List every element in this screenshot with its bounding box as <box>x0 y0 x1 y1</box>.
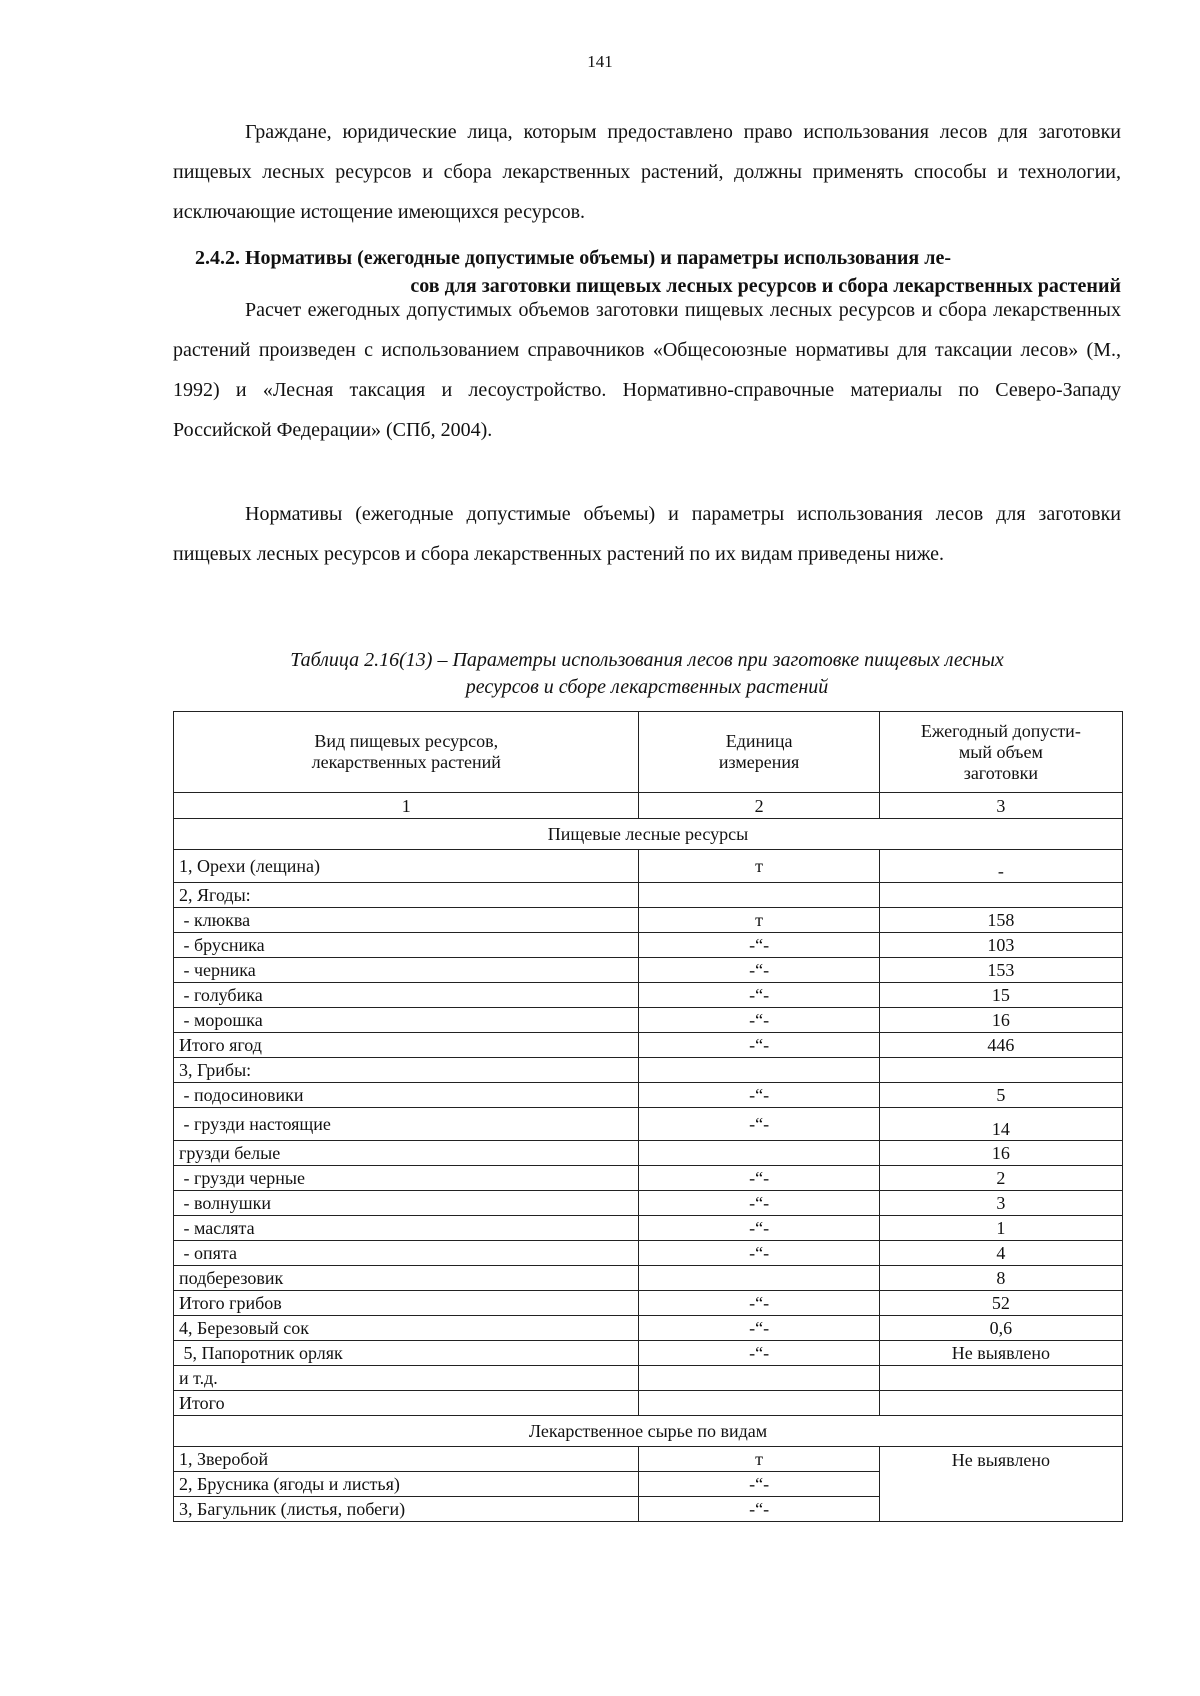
unit-cell: -“- <box>639 1216 879 1241</box>
unit-cell: -“- <box>639 1166 879 1191</box>
unit-cell: -“- <box>639 1083 879 1108</box>
unit-cell <box>639 1391 879 1416</box>
table-row <box>174 1316 1123 1341</box>
unit-cell <box>639 1058 879 1083</box>
unit-cell: т <box>639 1447 879 1472</box>
resource-name-cell: Итого ягод <box>174 1033 639 1058</box>
resource-name-cell: - маслята <box>174 1216 639 1241</box>
caption-line-2: ресурсов и сборе лекарственных растений <box>465 676 829 698</box>
caption-line-1: Таблица 2.16(13) – Параметры использования лесов при заготовке пищевых лесных <box>290 649 1004 671</box>
heading-line-1: 2.4.2. Нормативы (ежегодные допустимые объемы) и параметры использования ле- <box>195 247 951 269</box>
volume-cell: 103 <box>879 933 1122 958</box>
column-number: 2 <box>639 793 879 819</box>
section-title-food: Пищевые лесные ресурсы <box>174 819 1123 850</box>
resource-name-cell: - клюква <box>174 908 639 933</box>
header-col1-line1: Вид пищевых ресурсов, <box>314 731 499 751</box>
unit-cell <box>639 883 879 908</box>
column-number: 3 <box>879 793 1122 819</box>
table-row <box>174 1033 1123 1058</box>
resource-name-cell: 1, Орехи (лещина) <box>174 850 639 883</box>
unit-cell: -“- <box>639 1191 879 1216</box>
section-title-medicinal: Лекарственное сырье по видам <box>174 1416 1123 1447</box>
unit-cell: -“- <box>639 1472 879 1497</box>
header-col3-line2: мый объем <box>958 741 1043 762</box>
volume-cell: 1 <box>879 1216 1122 1241</box>
table-row <box>174 933 1123 958</box>
header-col2-line2: измерения <box>718 752 800 772</box>
header-unit <box>639 712 879 793</box>
table-row <box>174 1083 1123 1108</box>
volume-cell: 153 <box>879 958 1122 983</box>
table-row <box>174 1341 1123 1366</box>
unit-cell: -“- <box>639 1316 879 1341</box>
volume-cell: 4 <box>879 1241 1122 1266</box>
resource-name-cell: Итого <box>174 1391 639 1416</box>
unit-cell: -“- <box>639 933 879 958</box>
table-row <box>174 1008 1123 1033</box>
table-row <box>174 1266 1123 1291</box>
table-row <box>174 1366 1123 1391</box>
unit-cell: -“- <box>639 1341 879 1366</box>
header-col3-line1: Ежегодный допусти- <box>920 720 1081 741</box>
resource-name-cell: 4, Березовый сок <box>174 1316 639 1341</box>
table-row <box>174 1141 1123 1166</box>
table-row <box>174 958 1123 983</box>
volume-cell: Не выявлено <box>879 1341 1122 1366</box>
volume-cell <box>879 883 1122 908</box>
section-row-medicinal <box>174 1416 1123 1447</box>
header-col2-line1: Единица <box>725 731 793 751</box>
resource-name-cell: - опята <box>174 1241 639 1266</box>
table-row <box>174 1191 1123 1216</box>
volume-cell: 446 <box>879 1033 1122 1058</box>
volume-cell: 158 <box>879 908 1122 933</box>
resource-name-cell: 2, Ягоды: <box>174 883 639 908</box>
medicinal-name-cell: 3, Багульник (листья, побеги) <box>174 1497 639 1522</box>
header-annual-volume <box>879 712 1122 793</box>
medicinal-volume-cell: Не выявлено <box>879 1447 1122 1522</box>
table-row <box>174 1391 1123 1416</box>
unit-cell <box>639 1141 879 1166</box>
table-row <box>174 1108 1123 1141</box>
intro-paragraph <box>173 112 1121 232</box>
unit-cell: т <box>639 908 879 933</box>
resource-name-cell: Итого грибов <box>174 1291 639 1316</box>
header-resource-type <box>174 712 639 793</box>
table-row <box>174 1058 1123 1083</box>
resource-name-cell: - волнушки <box>174 1191 639 1216</box>
header-col1-line2: лекарственных растений <box>311 752 501 772</box>
resource-name-cell: - морошка <box>174 1008 639 1033</box>
volume-cell: 3 <box>879 1191 1122 1216</box>
volume-cell: 2 <box>879 1166 1122 1191</box>
unit-cell: -“- <box>639 958 879 983</box>
table-row <box>174 1216 1123 1241</box>
heading-line-2: сов для заготовки пищевых лесных ресурсов и сбора лекарственных растений <box>410 275 1121 297</box>
resource-name-cell: - грузди настоящие <box>174 1108 639 1141</box>
unit-cell: -“- <box>639 1108 879 1141</box>
resource-name-cell: - черника <box>174 958 639 983</box>
table-header-row <box>174 712 1123 793</box>
resources-table <box>173 711 1123 1522</box>
table-row <box>174 1166 1123 1191</box>
resource-name-cell: грузди белые <box>174 1141 639 1166</box>
volume-cell <box>879 1058 1122 1083</box>
table-row <box>174 1291 1123 1316</box>
paragraph-3: Нормативы (ежегодные допустимые объемы) и параметры использования лесов для заготовки пищевых лесных ресурсов и сбора лекарственных растений по их видам приведены ниже. <box>173 503 1121 565</box>
unit-cell: -“- <box>639 1497 879 1522</box>
volume-cell: 5 <box>879 1083 1122 1108</box>
page-number: 141 <box>587 52 613 71</box>
unit-cell: -“- <box>639 1291 879 1316</box>
volume-cell: 14 <box>879 1108 1122 1141</box>
table-row <box>174 883 1123 908</box>
volume-cell: 15 <box>879 983 1122 1008</box>
table-row <box>174 1447 1123 1472</box>
unit-cell: -“- <box>639 1008 879 1033</box>
calculation-paragraph <box>173 290 1121 450</box>
table-row <box>174 983 1123 1008</box>
column-number: 1 <box>174 793 639 819</box>
resource-name-cell: - грузди черные <box>174 1166 639 1191</box>
header-col3-line3: заготовки <box>963 762 1039 783</box>
volume-cell <box>879 1366 1122 1391</box>
resource-name-cell: - брусника <box>174 933 639 958</box>
unit-cell <box>639 1266 879 1291</box>
table-row <box>174 1241 1123 1266</box>
norms-paragraph <box>173 494 1121 574</box>
paragraph-2: Расчет ежегодных допустимых объемов заготовки пищевых лесных ресурсов и сбора лекарственных растений произведен с использованием справочников «Общесоюзные нормативы для таксации лесов» (М., 1992) и «Лесная таксация и лесоустройство. Нормативно-справочные материалы по Северо-Западу Российской Федерации» (СПб, 2004). <box>173 299 1121 441</box>
paragraph-1: Граждане, юридические лица, которым предоставлено право использования лесов для заготовки пищевых лесных ресурсов и сбора лекарственных растений, должны применять способы и технологии, исключающие истощение имеющихся ресурсов. <box>173 121 1121 223</box>
volume-cell: 8 <box>879 1266 1122 1291</box>
resource-name-cell: - голубика <box>174 983 639 1008</box>
volume-cell <box>879 1391 1122 1416</box>
resource-name-cell: 3, Грибы: <box>174 1058 639 1083</box>
table-row <box>174 850 1123 883</box>
unit-cell: -“- <box>639 983 879 1008</box>
column-number-row <box>174 793 1123 819</box>
medicinal-name-cell: 2, Брусника (ягоды и листья) <box>174 1472 639 1497</box>
volume-cell: - <box>879 850 1122 883</box>
table-caption <box>173 647 1121 701</box>
unit-cell: т <box>639 850 879 883</box>
unit-cell <box>639 1366 879 1391</box>
unit-cell: -“- <box>639 1033 879 1058</box>
volume-cell: 0,6 <box>879 1316 1122 1341</box>
medicinal-name-cell: 1, Зверобой <box>174 1447 639 1472</box>
resource-name-cell: - подосиновики <box>174 1083 639 1108</box>
resource-name-cell: подберезовик <box>174 1266 639 1291</box>
unit-cell: -“- <box>639 1241 879 1266</box>
resource-name-cell: и т.д. <box>174 1366 639 1391</box>
resource-name-cell: 5, Папоротник орляк <box>174 1341 639 1366</box>
section-row-food <box>174 819 1123 850</box>
table-row <box>174 908 1123 933</box>
volume-cell: 16 <box>879 1141 1122 1166</box>
volume-cell: 52 <box>879 1291 1122 1316</box>
volume-cell: 16 <box>879 1008 1122 1033</box>
